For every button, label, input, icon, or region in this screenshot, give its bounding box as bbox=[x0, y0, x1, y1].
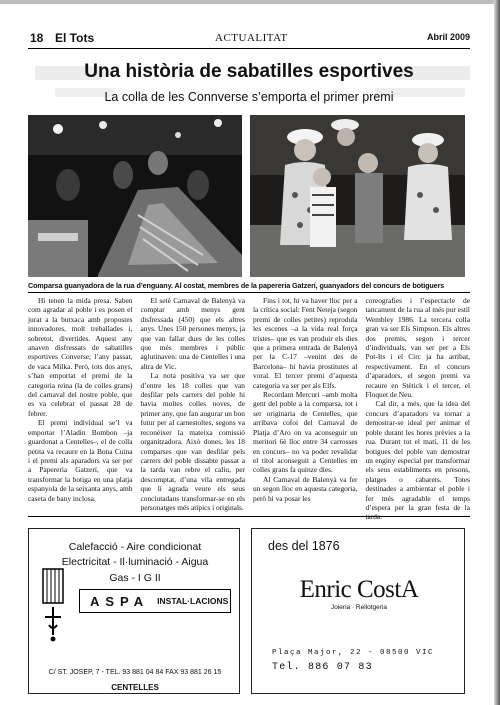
ad-service-line-3: Gas - I G II bbox=[109, 572, 161, 584]
article-body bbox=[28, 296, 470, 511]
ad-aspa-installations bbox=[28, 528, 240, 694]
paragraph: El setè Carnaval de Balenyà va comptar amb menys gent disfressada (450) que els altres anys. Unes 150 persones menys, ja que van fallar dues de les colles que més membres i públic aglutinaven: una de Centelles i una altra de Vic. bbox=[140, 296, 245, 371]
ad-service-line-2: Electricitat - Il·luminació - Aigua bbox=[61, 556, 209, 568]
paragraph: La nota positiva va ser que d’entre les 18 colles que van desfilar pels carrers del poble hi havia moltes colles noves, de primer any, que fan augurar un bon futur per al carnestoltes, segons va reconèixer la mateixa comissió organitzadora. Això dones, les 18 comparses que van desfilar pels carrers del poble dissabte passat a la tarda van rebre el caliu, per descomptat, d’una vila entregada que li agrada veure els seus conciutadans transformar-se en els personatges més atípics i originals. bbox=[140, 371, 245, 512]
scan-edge-top bbox=[0, 0, 500, 4]
ad-tagline: Joieria · Rellotgeria bbox=[331, 604, 387, 611]
ad-enric-costa-jewellery bbox=[251, 528, 465, 694]
scan-edge-right bbox=[494, 0, 500, 705]
paragraph: El premi individual se’l va emportar l’Aladin Bombon –ja guardonat a Centelles–, el de colla petita va recaure en la Bona Cuina i el premi als aparadors va ser per a Papereria Gatzerí, que va transformar la botiga en una platja espanyola de la seixanta anys, amb caseta de bany inclosa. bbox=[28, 418, 133, 503]
magazine-name: El Tots bbox=[55, 31, 95, 45]
article-column-2 bbox=[141, 296, 246, 511]
article-title: Una història de sabatilles esportives bbox=[84, 61, 414, 82]
article-end-rule bbox=[28, 516, 470, 517]
ad-address: C/ ST. JOSEP, 7 - TEL. 93 881 04 84 FAX 93 881 26 15 bbox=[48, 669, 222, 676]
paragraph: Al Carnaval de Balenyà va fer un segon lloc en aquesta categoria, però hi va posar les bbox=[253, 474, 358, 503]
paragraph: Recordant Mercuri –amb molta gent del poble a la comparsa, tot i ser originaria de Centelles, que arribava cofoi del Carnaval de Platja d’Aro on va aconseguir un meritori 6è lloc entre 34 carrosses en concurs– no va poder revalidar el títol aconseguit a Centelles en colles grans fa quinze dies. bbox=[253, 390, 358, 475]
paragraph: Hi tenen la mida presa. Saben com agradar al poble i es posen el jurat a la butxaca amb propostes innovadores, molt treballades i, sobretot, divertides. Aquest any anaven disfressats de sabatilles esportives Converse; l’any passat, de vaca Milka. Però, tots dos anys, s’han emportat el premi de la categoria reina (la de colles grans) del carnaval del nostre poble, que es va celebrar el passat 28 de febrer. bbox=[28, 296, 133, 418]
article-subtitle: La colla de les Connverse s’emporta el primer premi bbox=[104, 90, 394, 104]
ad-address: Plaça Major, 22 - 08500 VIC bbox=[272, 649, 435, 657]
radiator-tap-icon bbox=[41, 565, 69, 643]
ad-brand-subtitle: INSTAL·LACIONS bbox=[157, 596, 229, 606]
issue-date: Abril 2009 bbox=[426, 32, 470, 42]
ad-telephone: Tel. 886 07 83 bbox=[272, 662, 373, 673]
ad-brand-box bbox=[79, 589, 231, 613]
caption-rule bbox=[28, 292, 470, 293]
ad-town: CENTELLES bbox=[111, 683, 159, 692]
article-column-1 bbox=[28, 296, 133, 511]
page-header bbox=[30, 31, 470, 47]
ad-service-line-1: Calefacció - Aire condicionat bbox=[68, 541, 202, 553]
page-number: 18 bbox=[30, 31, 44, 45]
ad-since: des del 1876 bbox=[268, 539, 340, 553]
section-name: ACTUALITAT bbox=[215, 32, 288, 44]
article-column-4 bbox=[366, 296, 471, 511]
paragraph: Fins i tot, hi va haver lloc per a la crítica social: Fent Neteja (segon premi de colles petites) reprodula les escenes –a la vida real força tristes– que es van produir els dies que a primera entrada de Balenyà per la C-17 –venint des de Barcelona– hi havia prostitutes al voral. El tercer premi d’aquesta categoria va ser per als Elfs. bbox=[253, 296, 358, 390]
photo-caption: Comparsa guanyadora de la rua d’enguany. Al costat, membres de la papereria Gatzerí, guanyadors del concurs de botiguers bbox=[28, 281, 445, 290]
ad-brand-name: ASPA bbox=[90, 593, 150, 609]
ad-logo-wordmark: Enric CostA bbox=[299, 576, 419, 603]
article-column-3 bbox=[253, 296, 358, 511]
header-rule bbox=[28, 48, 470, 49]
paragraph: coreografies i l’espectacle de tancament de la rua al més pur estil Wembley 1986. La tercera colla gran va ser Els Simpson. Els altres dos premis, segon i tercer d’individuals, van ser per a Els Pot-Its i el Circ ja ha arribat, respectivament. En el concurs d’aparadors, el segon premi va recaure en Stètick i el tercer, el Floquet de Neu. bbox=[365, 296, 470, 400]
photo-parade-sneaker-costume bbox=[28, 115, 242, 277]
paragraph: Cal dir, a més, que la idea del concurs d’aparadors va tornar a demostrar-se ideal per animar el poble durant les hores prèvies a la rua. Durant tot el matí, 11 de les botigues del poble van demostrar un enginy especial per transformar els seus establiments en presons, platges o cabarets. Totes destinades a ambientar el poble i fer més agradable el temps d’espera per la gran festa de la bbox=[365, 399, 470, 512]
photo-stationery-shop-team bbox=[250, 115, 465, 277]
